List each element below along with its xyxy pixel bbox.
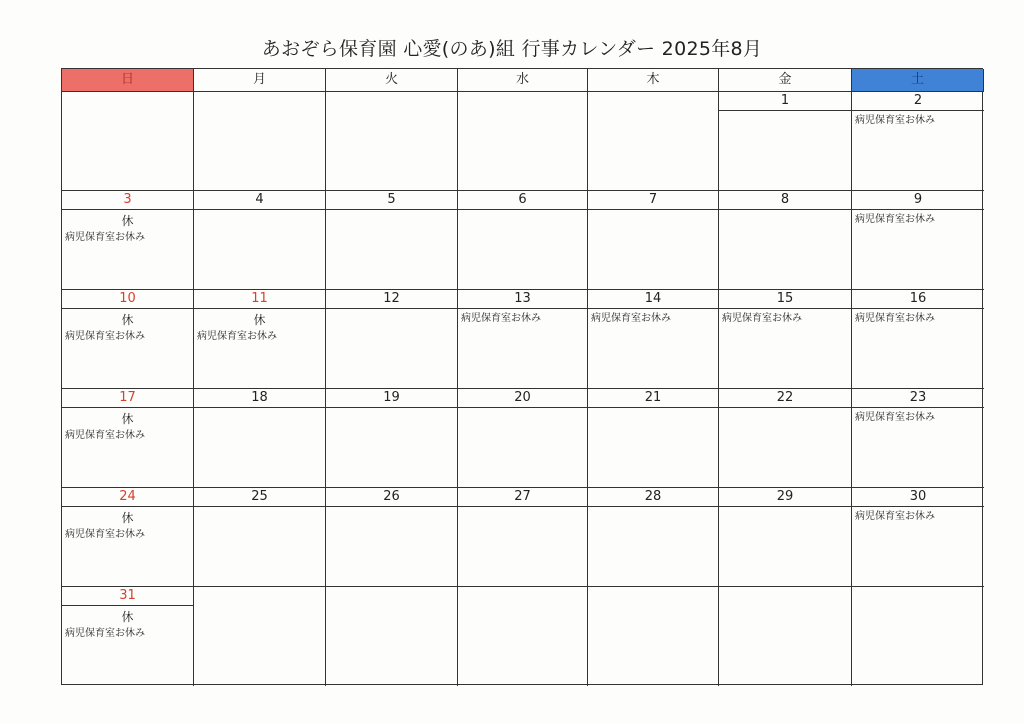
day-cell [588, 389, 719, 488]
day-cell [62, 488, 194, 587]
holiday-label: 休 [253, 313, 266, 327]
day-number: 24 [62, 488, 193, 507]
day-number: 8 [719, 191, 851, 210]
day-number: 20 [458, 389, 587, 408]
day-number: 28 [588, 488, 718, 507]
day-cell [326, 389, 458, 488]
weekday-header-wed: 水 [458, 69, 588, 92]
empty-day-cell [62, 92, 194, 191]
day-number: 4 [194, 191, 325, 210]
day-number: 17 [62, 389, 193, 408]
calendar-grid [61, 68, 983, 685]
weekday-header-tue: 火 [326, 69, 458, 92]
day-number: 22 [719, 389, 851, 408]
day-cell [62, 389, 194, 488]
weekday-header-sat: 土 [852, 69, 984, 92]
day-number: 7 [588, 191, 718, 210]
day-number: 23 [852, 389, 984, 408]
day-cell [62, 290, 194, 389]
event-note: 病児保育室お休み [65, 232, 145, 243]
day-cell [719, 290, 852, 389]
day-number: 16 [852, 290, 984, 309]
day-cell [62, 587, 194, 686]
event-note: 病児保育室お休み [855, 313, 935, 324]
empty-day-cell [326, 92, 458, 191]
day-number: 9 [852, 191, 984, 210]
day-cell [458, 488, 588, 587]
empty-day-cell [458, 92, 588, 191]
day-cell [194, 389, 326, 488]
empty-day-cell [458, 587, 588, 686]
day-cell [588, 488, 719, 587]
empty-day-cell [588, 587, 719, 686]
day-number: 12 [326, 290, 457, 309]
day-cell [719, 488, 852, 587]
day-number: 27 [458, 488, 587, 507]
day-number: 6 [458, 191, 587, 210]
holiday-label: 休 [121, 214, 134, 228]
day-cell [719, 389, 852, 488]
holiday-label: 休 [121, 610, 134, 624]
calendar-title: あおぞら保育園 心愛(のあ)組 行事カレンダー 2025年8月 [261, 38, 763, 60]
day-cell [194, 488, 326, 587]
day-cell [719, 92, 852, 191]
day-number: 11 [194, 290, 325, 309]
weekday-header-sun: 日 [62, 69, 194, 92]
event-note: 病児保育室お休み [461, 313, 541, 324]
event-note: 病児保育室お休み [855, 115, 935, 126]
day-cell [852, 191, 984, 290]
day-cell [852, 92, 984, 191]
holiday-label: 休 [121, 511, 134, 525]
empty-day-cell [194, 92, 326, 191]
empty-day-cell [326, 587, 458, 686]
day-number: 29 [719, 488, 851, 507]
day-number: 10 [62, 290, 193, 309]
day-number: 26 [326, 488, 457, 507]
day-number: 15 [719, 290, 851, 309]
event-note: 病児保育室お休み [65, 430, 145, 441]
event-note: 病児保育室お休み [855, 511, 935, 522]
day-cell [852, 290, 984, 389]
day-cell [458, 290, 588, 389]
weekday-header-thu: 木 [588, 69, 719, 92]
empty-day-cell [194, 587, 326, 686]
day-number: 31 [62, 587, 193, 606]
event-note: 病児保育室お休み [65, 331, 145, 342]
day-cell [458, 389, 588, 488]
day-number: 3 [62, 191, 193, 210]
empty-day-cell [852, 587, 984, 686]
event-note: 病児保育室お休み [855, 412, 935, 423]
holiday-label: 休 [121, 313, 134, 327]
event-note: 病児保育室お休み [855, 214, 935, 225]
day-number: 25 [194, 488, 325, 507]
day-cell [719, 191, 852, 290]
empty-day-cell [719, 587, 852, 686]
day-number: 5 [326, 191, 457, 210]
day-number: 19 [326, 389, 457, 408]
weekday-header-fri: 金 [719, 69, 852, 92]
day-number: 30 [852, 488, 984, 507]
day-cell [326, 191, 458, 290]
day-cell [326, 488, 458, 587]
day-cell [458, 191, 588, 290]
day-cell [852, 389, 984, 488]
event-note: 病児保育室お休み [65, 628, 145, 639]
day-number: 21 [588, 389, 718, 408]
day-number: 14 [588, 290, 718, 309]
day-cell [194, 191, 326, 290]
day-cell [194, 290, 326, 389]
day-cell [588, 191, 719, 290]
weekday-header-mon: 月 [194, 69, 326, 92]
day-number: 2 [852, 92, 984, 111]
holiday-label: 休 [121, 412, 134, 426]
day-cell [852, 488, 984, 587]
day-number: 18 [194, 389, 325, 408]
empty-day-cell [588, 92, 719, 191]
event-note: 病児保育室お休み [722, 313, 802, 324]
day-cell [62, 191, 194, 290]
event-note: 病児保育室お休み [65, 529, 145, 540]
day-number: 13 [458, 290, 587, 309]
day-number: 1 [719, 92, 851, 111]
event-note: 病児保育室お休み [197, 331, 277, 342]
day-cell [326, 290, 458, 389]
day-cell [588, 290, 719, 389]
event-note: 病児保育室お休み [591, 313, 671, 324]
